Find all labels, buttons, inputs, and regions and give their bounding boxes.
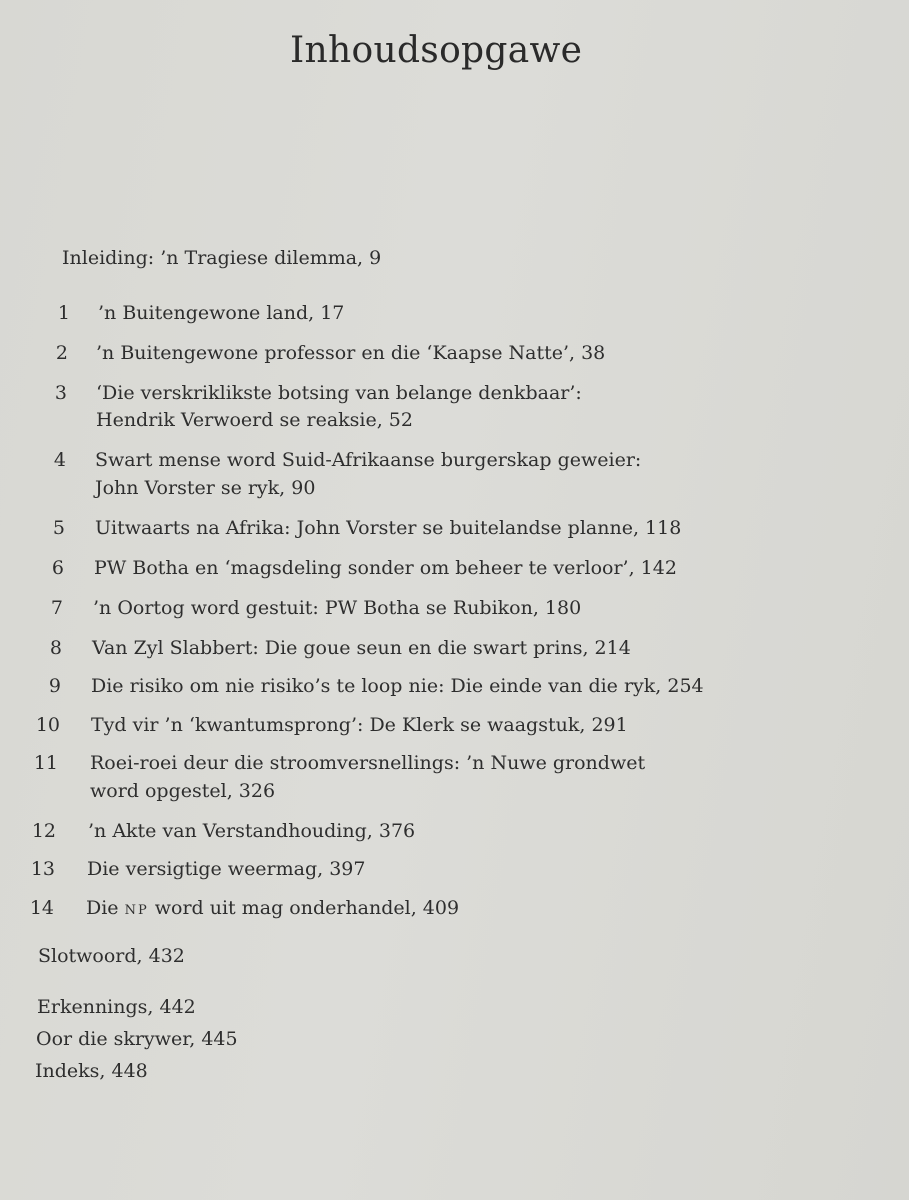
- chapter-title: Uitwaarts na Afrika: John Vorster se buitelandse planne, 118: [95, 517, 682, 539]
- chapter-title-post: word uit mag onderhandel, 409: [148, 897, 460, 919]
- chapter-title-continued: Hendrik Verwoerd se reaksie, 52: [96, 409, 413, 431]
- chapter-number: 3: [54, 382, 67, 404]
- chapter-title: [86, 895, 459, 924]
- chapter-title: Swart mense word Suid-Afrikaanse burgerskap geweier:: [95, 449, 642, 471]
- toc-back-matter-item: Indeks, 448: [35, 1060, 148, 1082]
- chapter-number: 14: [29, 897, 54, 919]
- toc-back-matter-item: Erkennings, 442: [37, 996, 196, 1018]
- chapter-number: 6: [51, 557, 64, 579]
- toc-back-matter-item: Oor die skrywer, 445: [36, 1028, 238, 1050]
- chapter-number: 7: [50, 597, 63, 619]
- chapter-number: 11: [33, 752, 58, 774]
- chapter-title-smallcaps: NP: [124, 903, 149, 918]
- chapter-title: Die risiko om nie risiko’s te loop nie: Die einde van die ryk, 254: [91, 675, 704, 697]
- chapter-title: ’n Akte van Verstandhouding, 376: [88, 820, 416, 842]
- chapter-number: 9: [48, 675, 61, 697]
- chapter-title: ’n Buitengewone professor en die ‘Kaapse Natte’, 38: [96, 342, 606, 364]
- chapter-number: 13: [30, 858, 55, 880]
- toc-intro: Inleiding: ’n Tragiese dilemma, 9: [62, 247, 382, 269]
- chapter-title-pre: Die: [86, 897, 125, 919]
- chapter-title: Tyd vir ’n ‘kwantumsprong’: De Klerk se waagstuk, 291: [91, 714, 628, 736]
- chapter-number: 4: [53, 449, 66, 471]
- chapter-number: 8: [49, 637, 62, 659]
- page-title: Inhoudsopgawe: [290, 30, 583, 71]
- chapter-title: Van Zyl Slabbert: Die goue seun en die swart prins, 214: [92, 637, 631, 659]
- chapter-title: ’n Oortog word gestuit: PW Botha se Rubikon, 180: [93, 597, 582, 619]
- toc-afterword: Slotwoord, 432: [38, 945, 185, 967]
- chapter-title: Die versigtige weermag, 397: [87, 858, 366, 880]
- chapter-number: 2: [55, 342, 68, 364]
- chapter-title-continued: John Vorster se ryk, 90: [95, 477, 316, 499]
- chapter-title: PW Botha en ‘magsdeling sonder om beheer te verloor’, 142: [94, 557, 677, 579]
- chapter-title-continued: word opgestel, 326: [90, 780, 276, 802]
- chapter-number: 5: [52, 517, 65, 539]
- chapter-title: ‘Die verskriklikste botsing van belange denkbaar’:: [96, 382, 582, 404]
- chapter-number: 1: [57, 302, 70, 324]
- chapter-number: 12: [31, 820, 56, 842]
- chapter-title: Roei-roei deur die stroomversnellings: ’n Nuwe grondwet: [90, 752, 646, 774]
- chapter-title: ’n Buitengewone land, 17: [98, 302, 345, 324]
- chapter-number: 10: [35, 714, 60, 736]
